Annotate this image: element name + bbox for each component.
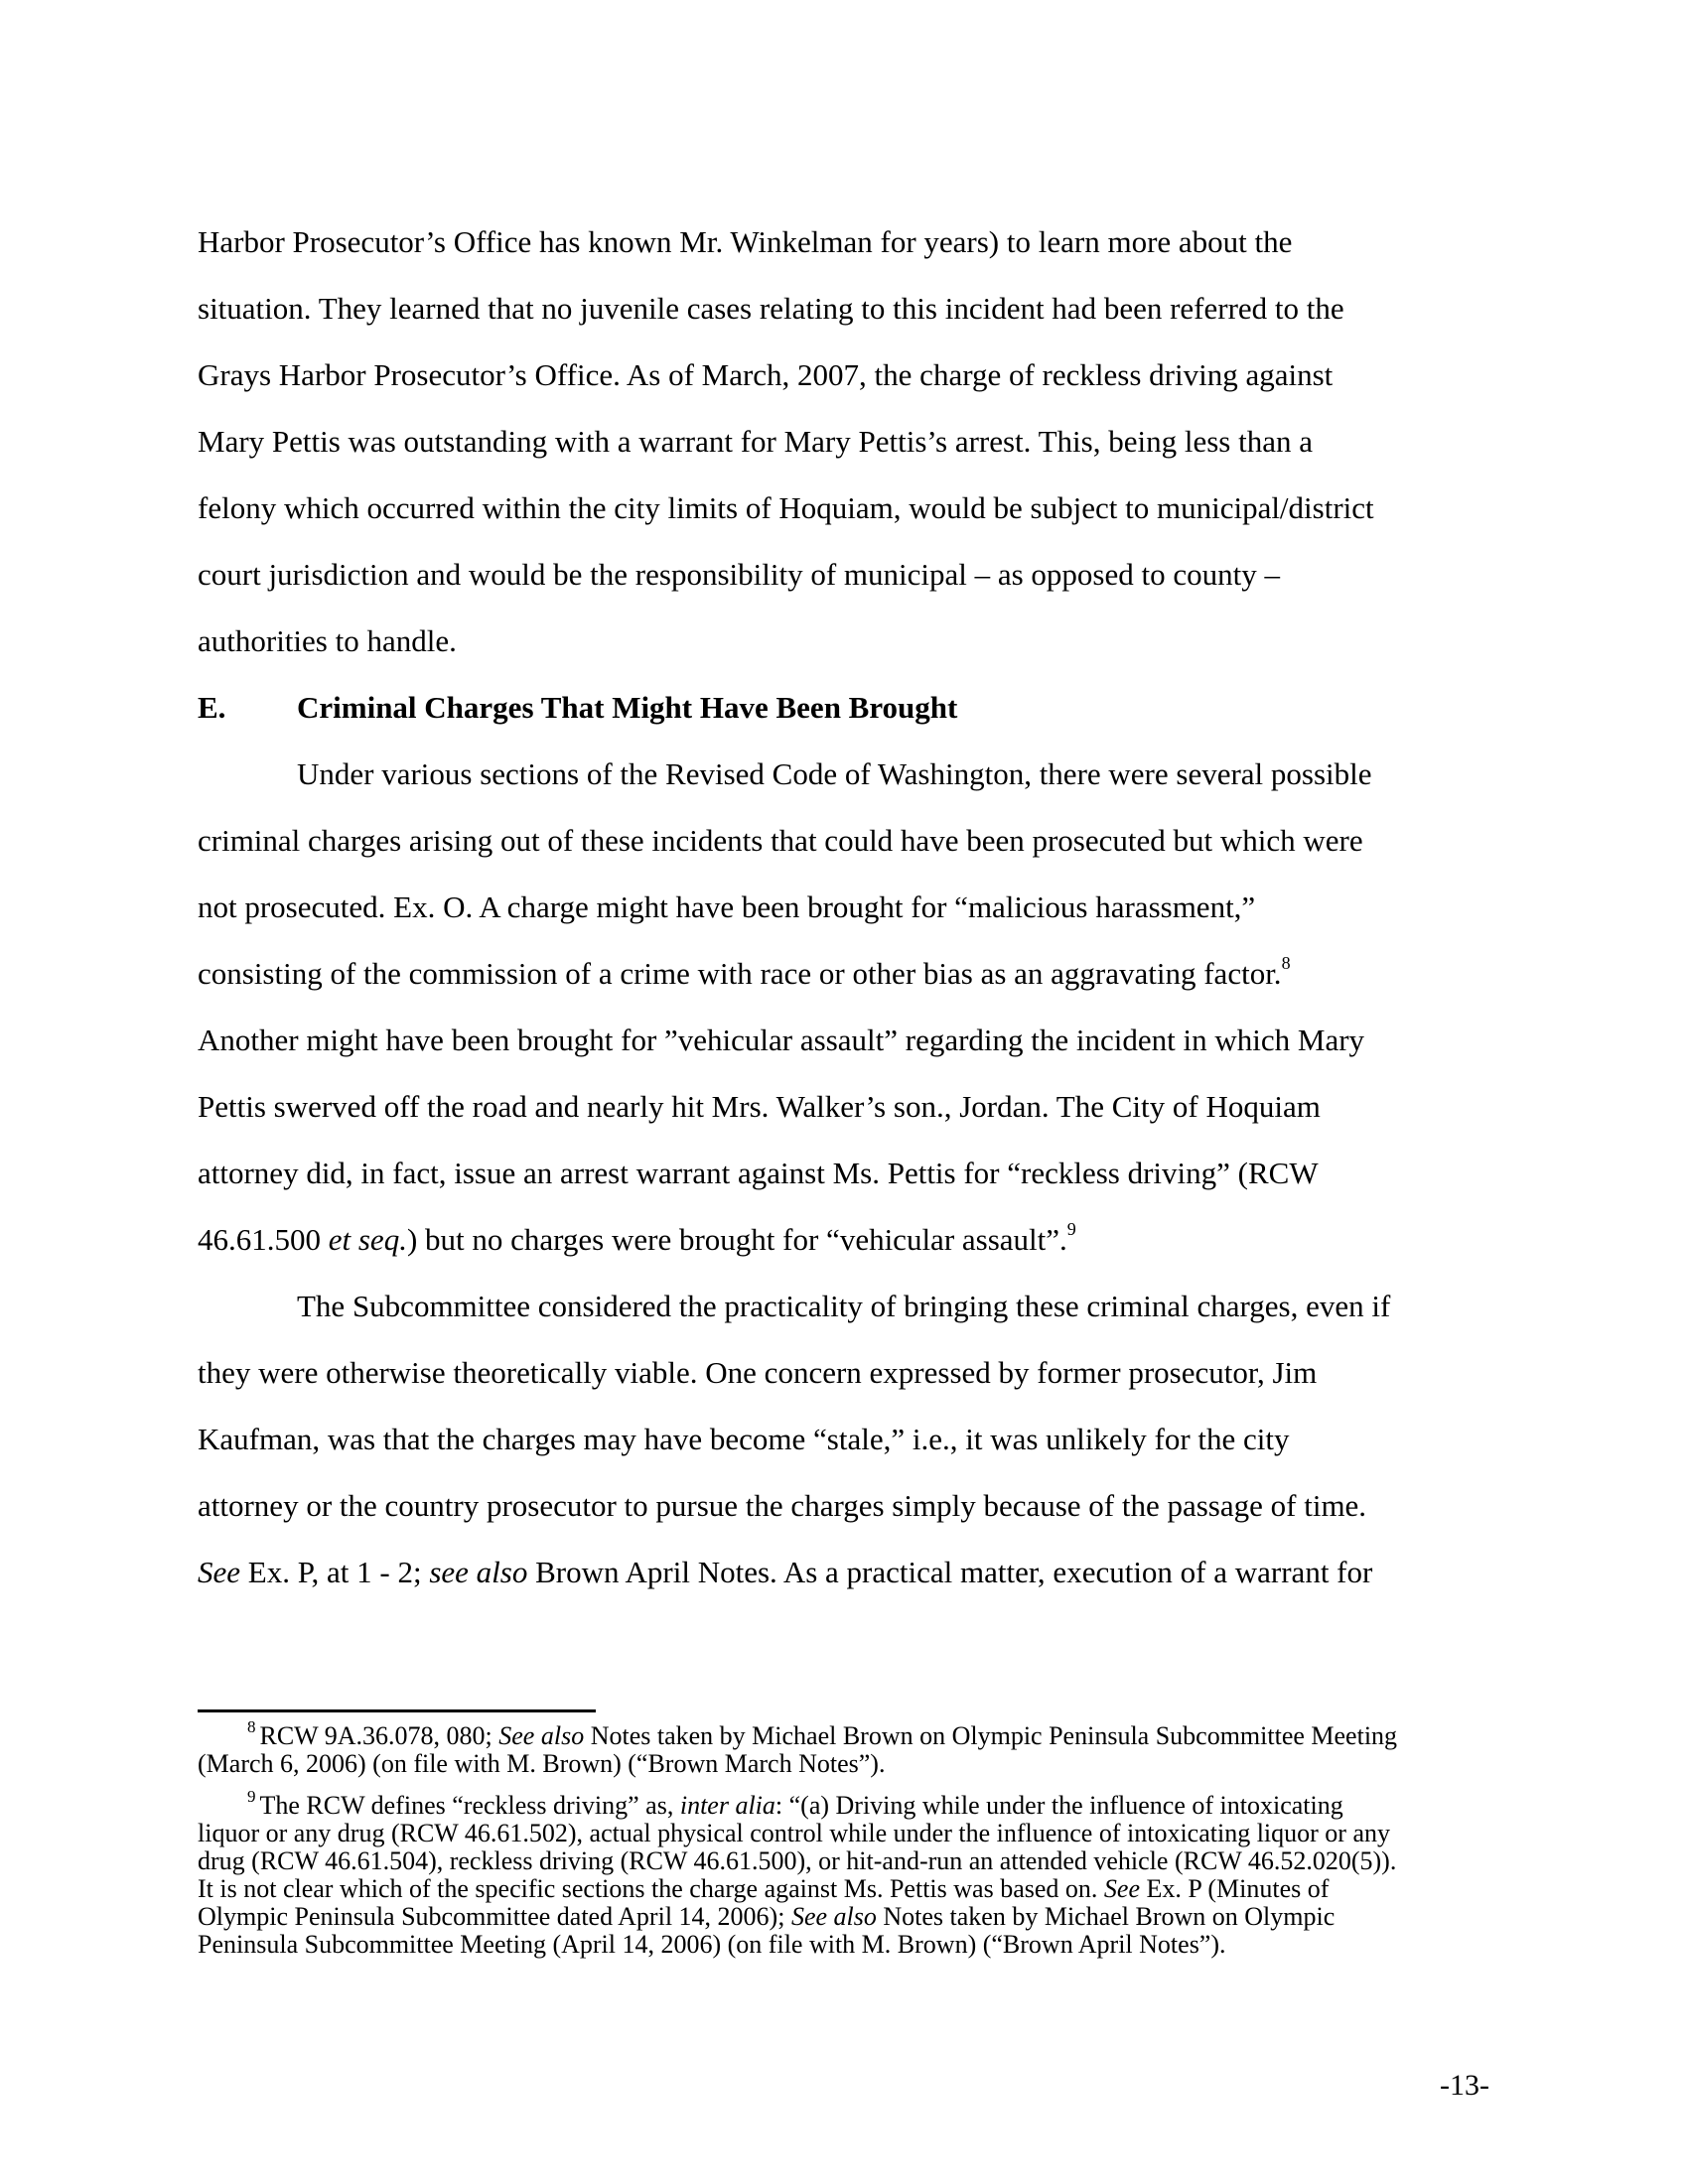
footnote-text: Notes taken by Michael Brown on Olympic Peninsula Subcommittee Meeting (584, 1721, 1398, 1750)
paragraph-3-text: Brown April Notes. As a practical matter, execution of a warrant for (527, 1555, 1373, 1589)
footnote-line: (March 6, 2006) (on file with M. Brown) (“Brown March Notes”). (198, 1749, 886, 1778)
footnote-line (198, 1903, 1490, 1931)
footnote-reference-8[interactable]: 8 (1281, 952, 1291, 973)
footnote-separator (198, 1709, 596, 1712)
section-title: Criminal Charges That Might Have Been Brought (297, 690, 958, 725)
footnote-text: Olympic Peninsula Subcommittee dated April 14, 2006); (198, 1902, 791, 1931)
footnote-number: 8 (247, 1717, 256, 1737)
citation-italic: inter alia (679, 1791, 775, 1820)
citation-italic: et seq. (328, 1222, 407, 1257)
citation-italic: See (198, 1555, 241, 1589)
paragraph-2-text: 46.61.500 (198, 1222, 329, 1257)
footnote-text: Ex. P (Minutes of (1140, 1874, 1330, 1903)
footnote-number: 9 (247, 1787, 256, 1807)
paragraph-2-text: consisting of the commission of a crime with race or other bias as an aggravating factor. (198, 956, 1282, 991)
footnote-line (198, 1875, 1490, 1903)
footnote-text: RCW 9A.36.078, 080; (259, 1721, 499, 1750)
paragraph-3-line: The Subcommittee considered the practicality of bringing these criminal charges, even if (297, 1289, 1391, 1323)
citation-italic: See (1103, 1874, 1140, 1903)
paragraph-2-text: ) but no charges were brought for “vehicular assault”. (406, 1222, 1067, 1257)
paragraph-3-text: Ex. P, at 1 - 2; (240, 1555, 430, 1589)
footnote-line (198, 1717, 1490, 1750)
paragraph-3-line: they were otherwise theoretically viable. One concern expressed by former prosecutor, Jim (198, 1355, 1318, 1390)
paragraph-3-line (198, 1539, 1490, 1605)
paragraph-1-line: authorities to handle. (198, 623, 457, 658)
body-text (198, 208, 1490, 1605)
paragraph-2-line: Another might have been brought for ”vehicular assault” regarding the incident in which Mary (198, 1023, 1365, 1057)
paragraph-1-line: Mary Pettis was outstanding with a warrant for Mary Pettis’s arrest. This, being less than a (198, 424, 1313, 459)
footnote-reference-9[interactable]: 9 (1066, 1218, 1076, 1239)
footnote-line: liquor or any drug (RCW 46.61.502), actual physical control while under the influence of intoxicating liquor or any (198, 1819, 1391, 1847)
paragraph-3-line: Kaufman, was that the charges may have become “stale,” i.e., it was unlikely for the city (198, 1422, 1290, 1456)
paragraph-1-line: Harbor Prosecutor’s Office has known Mr. Winkelman for years) to learn more about the (198, 224, 1293, 259)
paragraph-2-line: Pettis swerved off the road and nearly hit Mrs. Walker’s son., Jordan. The City of Hoquiam (198, 1089, 1321, 1124)
paragraph-2-line: Under various sections of the Revised Code of Washington, there were several possible (297, 756, 1372, 791)
paragraph-2-line (198, 1206, 1490, 1273)
footnote-line (198, 1787, 1490, 1820)
paragraph-2-line (198, 940, 1490, 1007)
section-letter: E. (198, 690, 226, 725)
citation-italic: See also (498, 1721, 585, 1750)
footnote-line: drug (RCW 46.61.504), reckless driving (RCW 46.61.500), or hit-and-run an attended vehicle (RCW 46.52.020(5)). (198, 1846, 1397, 1875)
paragraph-1-line: felony which occurred within the city limits of Hoquiam, would be subject to municipal/district (198, 490, 1374, 525)
footnote-text: The RCW defines “reckless driving” as, (259, 1791, 680, 1820)
section-heading (198, 674, 1490, 741)
footnote-text: It is not clear which of the specific sections the charge against Ms. Pettis was based on. (198, 1874, 1104, 1903)
paragraph-3-line: attorney or the country prosecutor to pursue the charges simply because of the passage of time. (198, 1488, 1367, 1523)
paragraph-1-line: situation. They learned that no juvenile cases relating to this incident had been referred to the (198, 291, 1344, 326)
footnotes (198, 1717, 1490, 1973)
paragraph-2-line: criminal charges arising out of these incidents that could have been prosecuted but which were (198, 823, 1363, 858)
footnote-8 (198, 1717, 1490, 1778)
paragraph-2-line: not prosecuted. Ex. O. A charge might have been brought for “malicious harassment,” (198, 889, 1256, 924)
paragraph-1-line: court jurisdiction and would be the responsibility of municipal – as opposed to county – (198, 557, 1280, 592)
footnote-line: Peninsula Subcommittee Meeting (April 14, 2006) (on file with M. Brown) (“Brown April Notes”). (198, 1930, 1226, 1959)
footnote-text: Notes taken by Michael Brown on Olympic (876, 1902, 1336, 1931)
page-number: -13- (1440, 2069, 1489, 2102)
footnote-9 (198, 1787, 1490, 1959)
paragraph-1-line: Grays Harbor Prosecutor’s Office. As of March, 2007, the charge of reckless driving against (198, 357, 1334, 392)
citation-italic: see also (429, 1555, 528, 1589)
paragraph-2-line: attorney did, in fact, issue an arrest warrant against Ms. Pettis for “reckless driving” (RCW (198, 1156, 1319, 1190)
footnote-text: : “(a) Driving while under the influence of intoxicating (774, 1791, 1343, 1820)
citation-italic: See also (790, 1902, 877, 1931)
